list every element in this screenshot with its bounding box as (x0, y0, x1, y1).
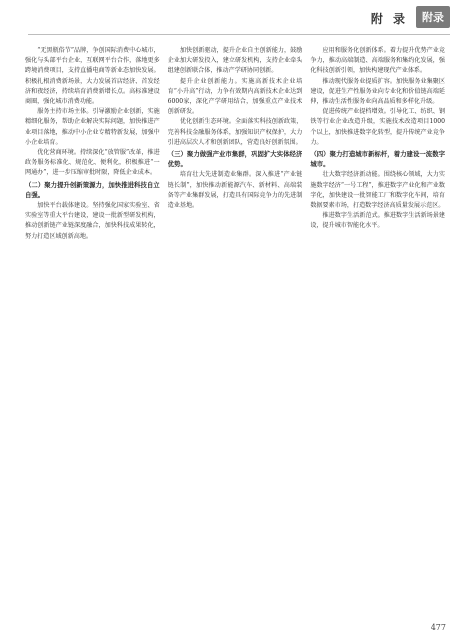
page-header (0, 0, 468, 40)
section-heading: （三）聚力做强产业市集群，巩固扩大实体经济优势。 (167, 150, 303, 169)
page-number: 477 (430, 623, 446, 632)
paragraph: “无黑瓶俗节”品牌，争创国际消费中心城市，强化与头部平台企业，互联网平台合作，落地更多跨境消费项目，支持直播电商等新业态加快发展。积极扎根消费新场景，大力发展首店经济、首发经济和夜经济，持续培育消费新增长点。高标准建设商圈，强化城市消费功能。 (25, 47, 160, 106)
paragraph: 优化创新生态环境。全面落实科技创新政策，完善科技金融服务体系，加强知识产权保护，大力引进高层次人才和创新团队，营造良好创新氛围。 (167, 118, 303, 146)
paragraph: 优化营商环境。持续深化“放管服”改革，推进政务服务标准化、规范化、便利化，积极推进“一网通办”，进一步压缩审批时限，降低企业成本。 (25, 149, 160, 177)
column-2 (168, 46, 303, 616)
section-logo: 附录 (416, 6, 450, 28)
paragraph: 服务主持市场主体。引导激励企业创新，实施精细化服务，帮助企业解决实际问题，加快推进产业项目落地，推动中小企业专精特新发展，加强中小企业培育。 (25, 108, 160, 146)
section-heading: （四）聚力打造城市新标杆，着力建设一流数字城市。 (310, 150, 446, 169)
paragraph: 加快平台载体建设。坚持强化国家实验室、省实验室等重大平台建设，建设一批新型研发机构，推动创新链产业链深度融合，加快科技成果转化，努力打造区域创新高地。 (25, 202, 160, 240)
paragraph: 提升企业创新能力。实施高新技术企业培育“小升高”行动，力争有效期内高新技术企业达到6000家，深化产学研用结合，加强重点产业技术创新研发。 (167, 77, 303, 116)
header-divider (28, 34, 450, 35)
paragraph: 加快创新驱动，提升企业自主创新能力，鼓励企业加大研发投入，建立研发机构，支持企业牵头组建创新联合体，推动产学研协同创新。 (167, 47, 303, 75)
column-3 (310, 46, 445, 616)
body-columns (25, 46, 445, 616)
paragraph: 促进传统产业提档增效。引导化工、纺织、钢铁等行业企业改造升级，实施技术改造项目1000个以上，加快推进数字化转型，提升传统产业竞争力。 (310, 108, 446, 146)
column-1 (25, 46, 160, 616)
section-heading: （二）聚力提升创新策源力，加快推进科技自立自强。 (25, 180, 160, 199)
paragraph: 推动现代服务业提质扩容。加快服务业集聚区建设，促进生产性服务业向专业化和价值链高端延伸，推动生活性服务业向高品质和多样化升级。 (310, 77, 446, 106)
section-title: 附 录 (370, 12, 408, 26)
paragraph: 应用和服务化创新体系。着力提升优势产业竞争力，推动高端制造、高端服务和集约化发展，强化科技创新引领，加快构建现代产业体系。 (310, 47, 446, 75)
paragraph: 壮大数字经济新动能。围绕核心领域，大力实施数字经济“一号工程”，推进数字产业化和产业数字化，加快建设一批智能工厂和数字化车间，培育数据要素市场，打造数字经济高质量发展示范区。 (310, 171, 446, 210)
paragraph: 培育壮大先进制造业集群。深入推进“产业链链长制”，加快推动新能源汽车、新材料、高端装备等产业集群发展，打造具有国际竞争力的先进制造业基地。 (167, 171, 303, 210)
paragraph: 推进数字生活新范式。推进数字生活新场景建设，提升城市智能化水平。 (310, 212, 446, 230)
